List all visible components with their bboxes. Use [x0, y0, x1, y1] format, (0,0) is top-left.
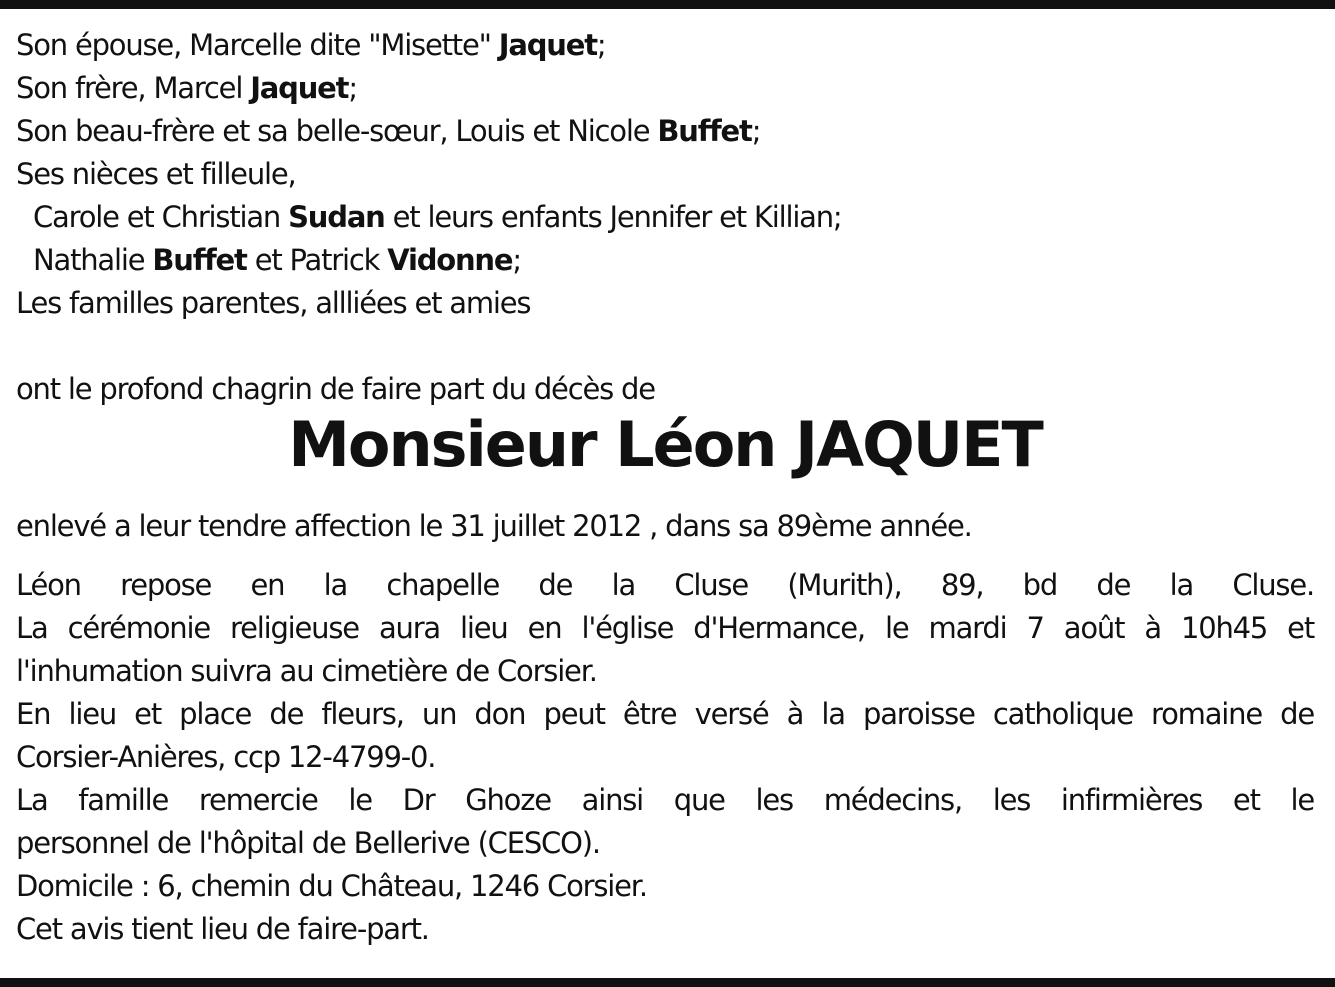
family-text: ; — [596, 28, 606, 62]
family-line-in-laws — [16, 110, 1314, 153]
detail-address: Domicile : 6, chemin du Château, 1246 Corsier. — [16, 869, 647, 903]
family-surname: Buffet — [657, 114, 752, 148]
detail-closing: Cet avis tient lieu de faire-part. — [16, 912, 429, 946]
detail-chapel: Léon repose en la chapelle de la Cluse (Murith), 89, bd de la Cluse. — [16, 568, 1314, 602]
bottom-border-rule — [0, 978, 1335, 987]
family-surname: Vidonne — [387, 243, 513, 277]
family-text: ; — [751, 114, 761, 148]
detail-thanks: La famille remercie le Dr Ghoze ainsi que les médecins, les infirmières et le — [16, 783, 1314, 817]
family-line-sudan — [16, 196, 1314, 239]
top-border-rule — [0, 0, 1335, 9]
family-text: Nathalie — [33, 243, 153, 277]
family-line-spouse — [16, 24, 1314, 67]
spacer — [16, 325, 1314, 368]
family-line-buffet-vidonne — [16, 239, 1314, 282]
announcement-text: ont le profond chagrin de faire part du décès de — [16, 372, 655, 406]
family-text: Carole et Christian — [33, 200, 289, 234]
family-text: Son frère, Marcel — [16, 71, 251, 105]
obituary-notice — [16, 24, 1314, 951]
family-line-brother — [16, 67, 1314, 110]
deceased-name: Monsieur Léon JAQUET — [288, 408, 1042, 481]
family-text: et leurs enfants Jennifer et Killian; — [384, 200, 842, 234]
spacer — [16, 548, 1314, 564]
passing-text: enlevé a leur tendre affection le 31 juillet 2012 , dans sa 89ème année. — [16, 509, 972, 543]
family-text: Son épouse, Marcelle dite "Misette" — [16, 28, 499, 62]
family-surname: Jaquet — [250, 71, 349, 105]
family-surname: Sudan — [288, 200, 385, 234]
family-surname: Buffet — [152, 243, 247, 277]
detail-donation: En lieu et place de fleurs, un don peut être versé à la paroisse catholique romaine de — [16, 697, 1314, 731]
family-surname: Jaquet — [498, 28, 597, 62]
family-line-relatives: Les familles parentes, allliées et amies — [16, 286, 531, 320]
detail-ceremony: La cérémonie religieuse aura lieu en l'église d'Hermance, le mardi 7 août à 10h45 et — [16, 611, 1314, 645]
detail-burial: l'inhumation suivra au cimetière de Corsier. — [16, 654, 597, 688]
detail-thanks-hospital: personnel de l'hôpital de Bellerive (CESCO). — [16, 826, 600, 860]
family-text: ; — [348, 71, 357, 105]
family-text: et Patrick — [246, 243, 388, 277]
family-text: Son beau-frère et sa belle-sœur, Louis et Nicole — [16, 114, 658, 148]
family-line-nieces: Ses nièces et filleule, — [16, 157, 296, 191]
family-text: ; — [512, 243, 521, 277]
detail-donation-account: Corsier-Anières, ccp 12-4799-0. — [16, 740, 436, 774]
